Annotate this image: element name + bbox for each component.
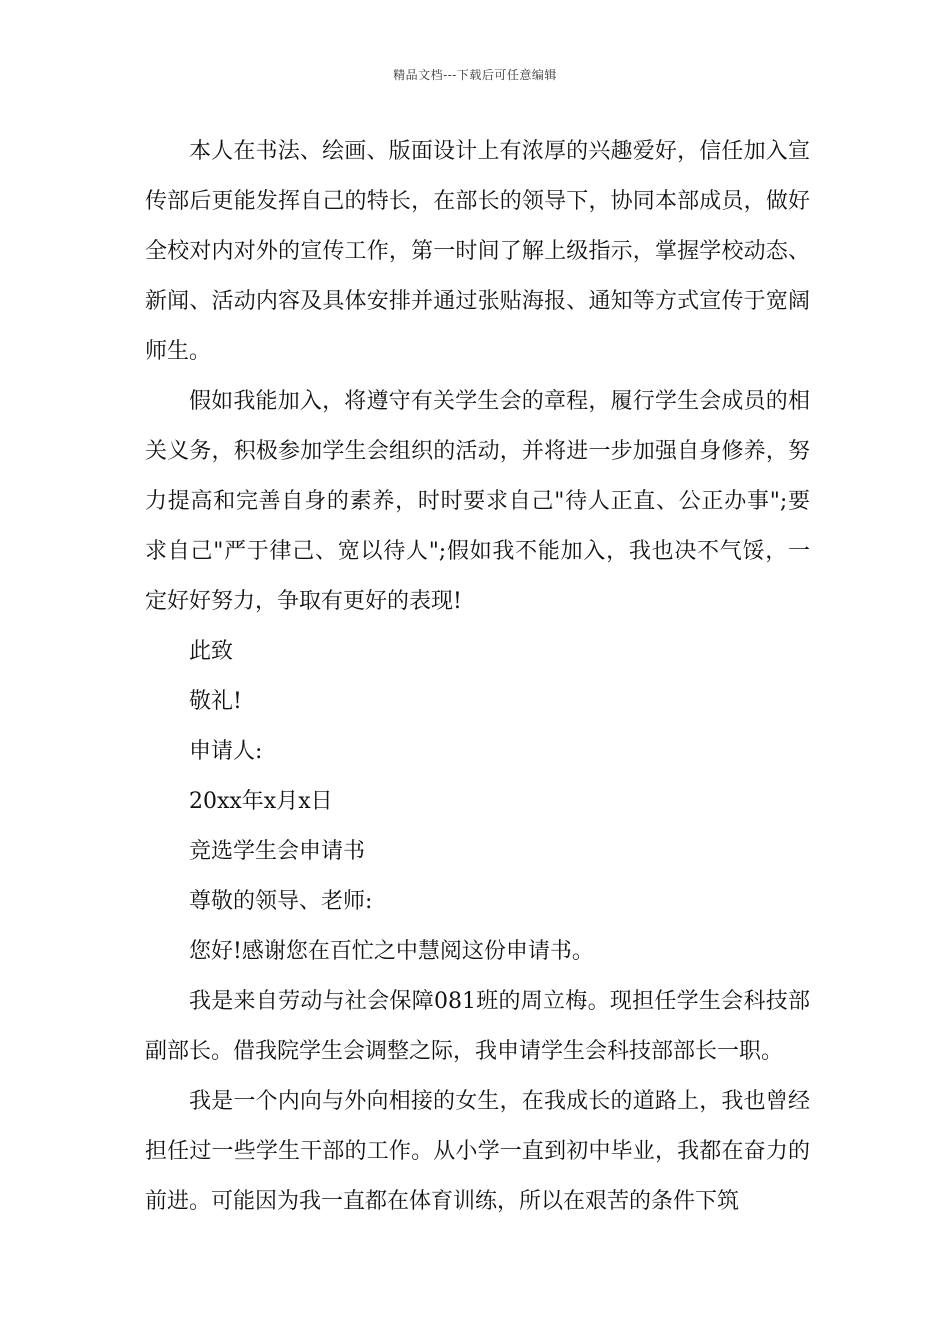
paragraph-background: 我是一个内向与外向相接的女生，在我成长的道路上，我也曾经担任过一些学生干部的工作。从小学一直到初中毕业，我都在奋力的前进。可能因为我一直都在体育训练，所以在艰苦的条件下筑	[145, 1089, 810, 1214]
paragraph-commitment: 假如我能加入，将遵守有关学生会的章程，履行学生会成员的相关义务，积极参加学生会组织的活动，并将进一步加强自身修养，努力提高和完善自身的素养，时时要求自己"待人正直、公正办事";要求自己"严于律己、宽以待人";假如我不能加入，我也决不气馁，一定好好努力，争取有更好的表现!	[145, 389, 810, 614]
closing-salutation: 此致	[189, 639, 234, 664]
letter-opening: 您好!感谢您在百忙之中慧阅这份申请书。	[189, 939, 594, 964]
paragraph-propaganda-skills: 本人在书法、绘画、版面设计上有浓厚的兴趣爱好，信任加入宣传部后更能发挥自己的特长，在部长的领导下，协同本部成员，做好全校对内对外的宣传工作，第一时间了解上级指示，掌握学校动态、新闻、活动内容及具体安排并通过张贴海报、通知等方式宣传于宽阔师生。	[145, 139, 810, 364]
closing-regards: 敬礼!	[189, 689, 242, 714]
paragraph-introduction: 我是来自劳动与社会保障081班的周立梅。现担任学生会科技部副部长。借我院学生会调整之际，我申请学生会科技部部长一职。	[145, 989, 810, 1064]
letter-greeting: 尊敬的领导、老师:	[189, 889, 373, 914]
section-title: 竞选学生会申请书	[189, 839, 366, 864]
page-header: 精品文档---下载后可任意编辑	[393, 68, 557, 82]
applicant-label: 申请人:	[189, 739, 263, 764]
document-body	[145, 127, 810, 1227]
date-line: 20xx年x月x日	[189, 789, 333, 814]
